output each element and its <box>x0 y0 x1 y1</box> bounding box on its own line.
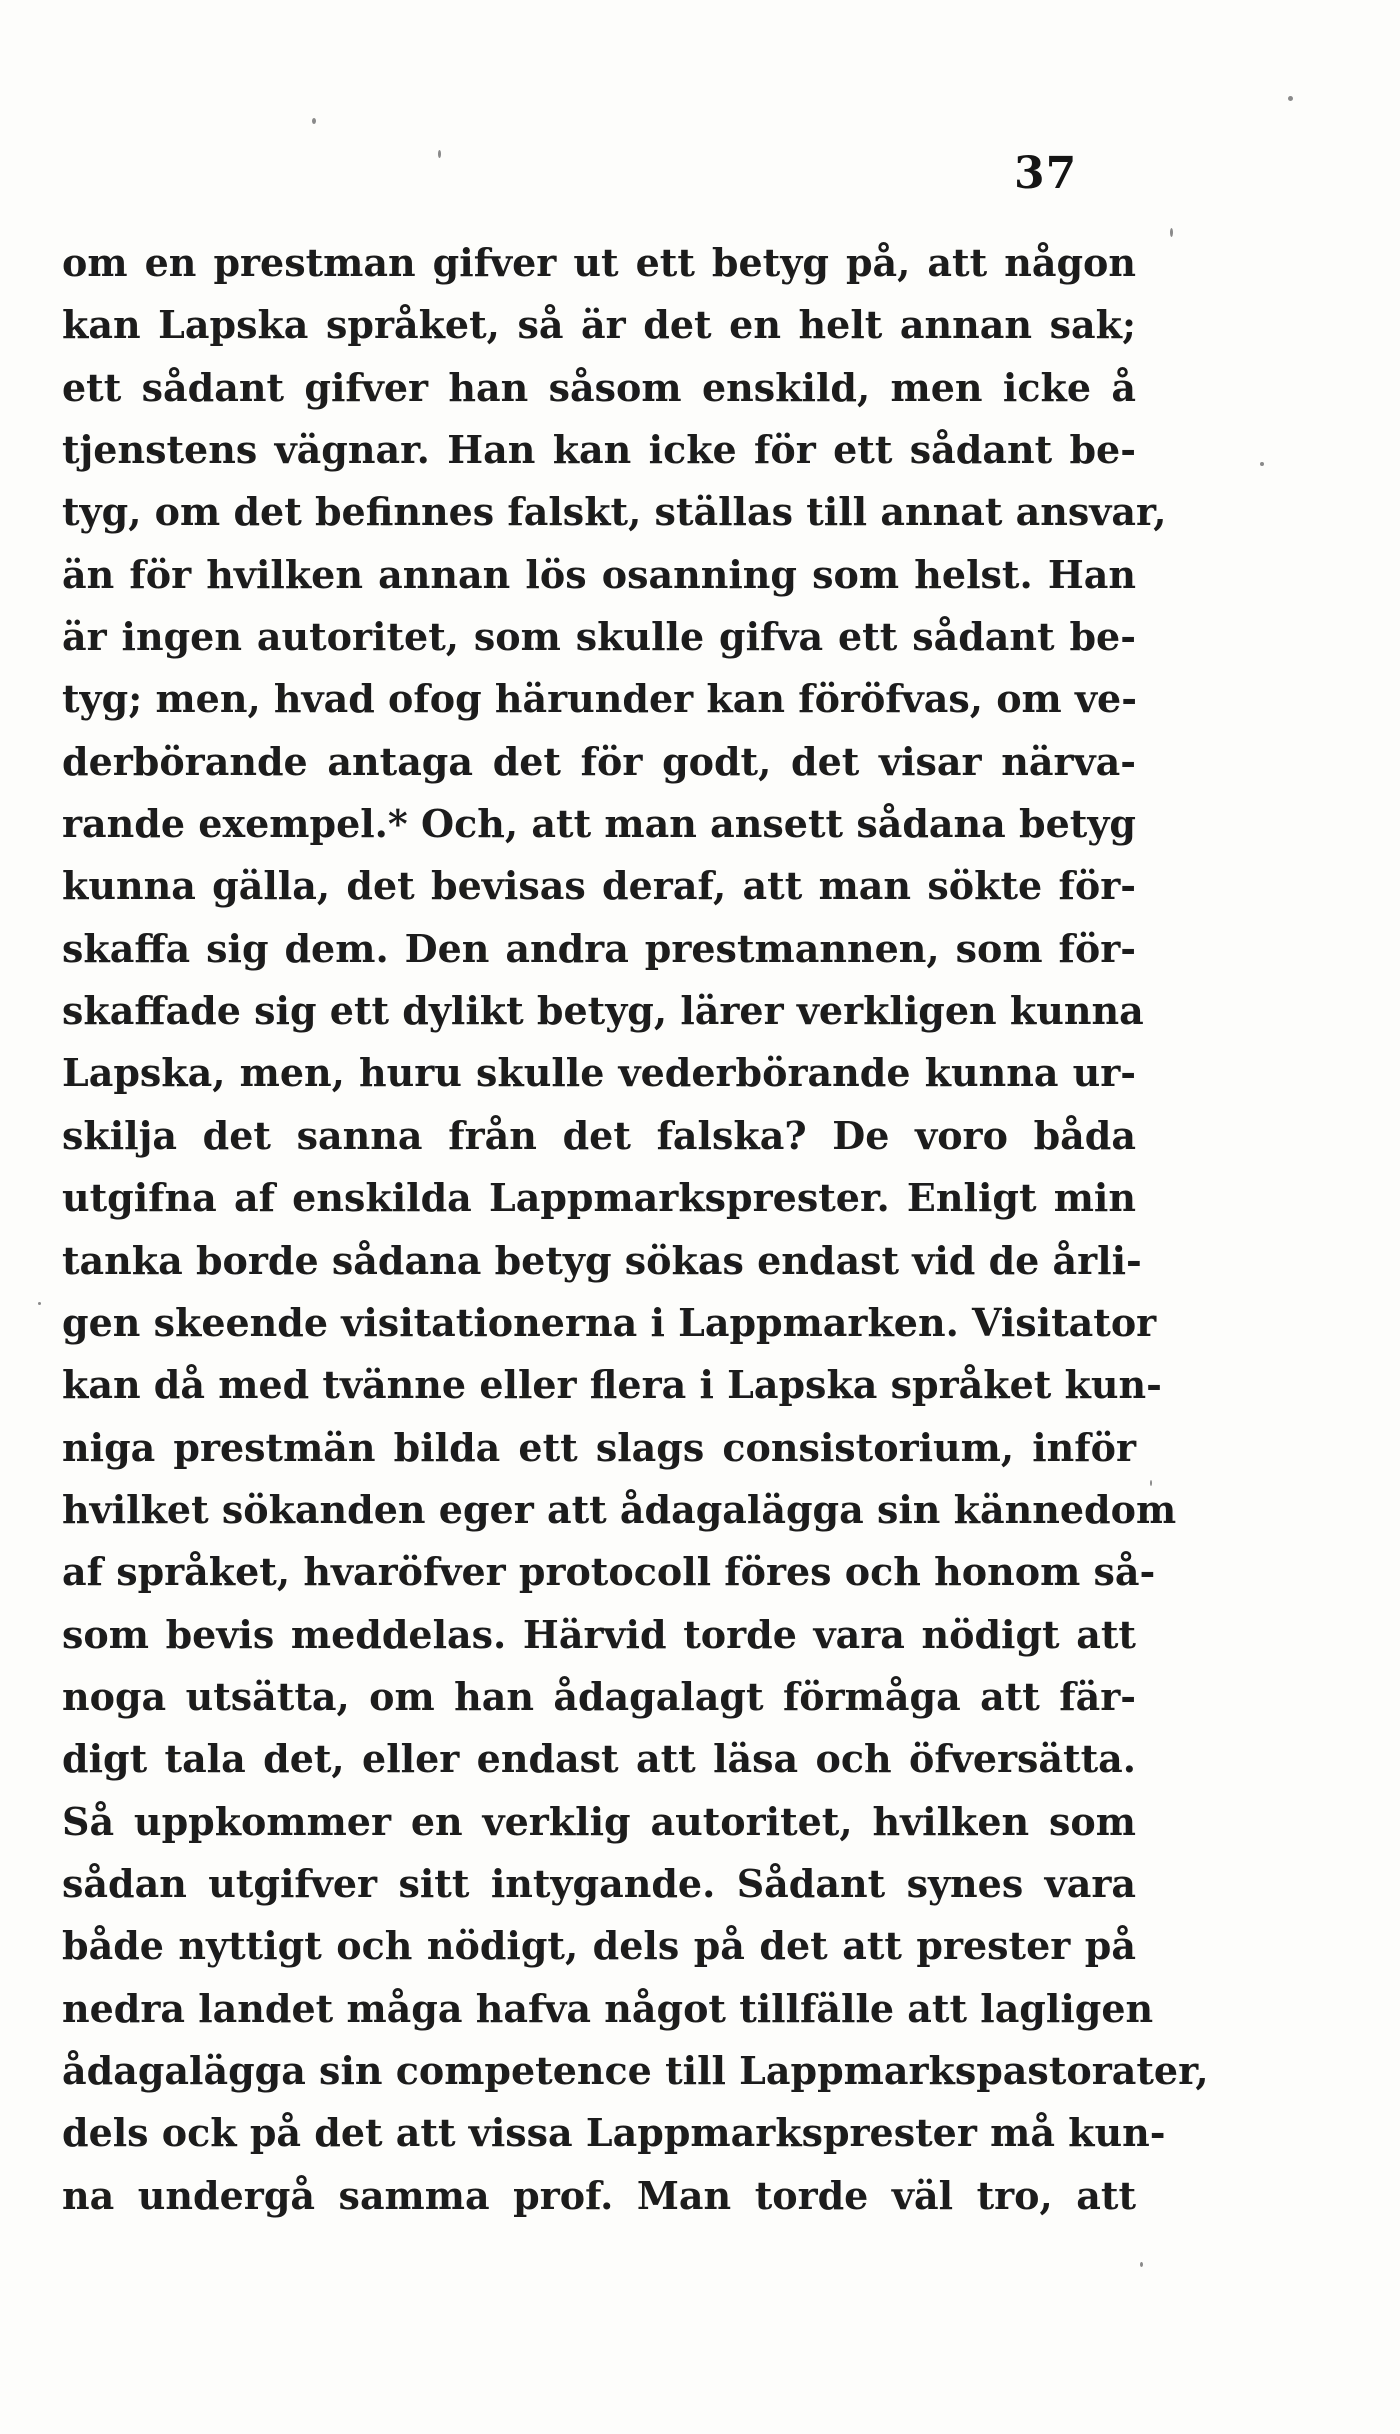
text-line: noga utsätta, om han ådagalagt förmåga att fär- <box>62 1673 1136 1719</box>
text-line: kan då med tvänne eller flera i Lapska språket kun- <box>62 1362 1162 1408</box>
text-line: tyg; men, hvad ofog härunder kan föröfvas, om ve- <box>62 676 1138 722</box>
text-line: nedra landet måga hafva något tillfälle att lagligen <box>62 1985 1154 2031</box>
text-line: Lapska, men, huru skulle vederbörande kunna ur- <box>62 1050 1136 1096</box>
page-number: 37 <box>1014 148 1078 199</box>
text-line: rande exempel.* Och, att man ansett sådana betyg <box>62 801 1136 847</box>
text-line: Så uppkommer en verklig autoritet, hvilken som <box>62 1798 1136 1844</box>
text-line: som bevis meddelas. Härvid torde vara nödigt att <box>62 1611 1136 1657</box>
scan-speck <box>1150 1480 1152 1486</box>
text-line: gen skeende visitationerna i Lappmarken. Visitator <box>62 1299 1157 1345</box>
text-line: ett sådant gifver han såsom enskild, men icke å <box>62 364 1136 410</box>
text-line: än för hvilken annan lös osanning som helst. Han <box>62 551 1136 597</box>
text-line: skaffade sig ett dylikt betyg, lärer verkligen kunna <box>62 988 1144 1034</box>
text-line: af språket, hvaröfver protocoll föres och honom så- <box>62 1549 1156 1595</box>
text-line: dels ock på det att vissa Lappmarksprester må kun- <box>62 2110 1166 2156</box>
text-line: ådagalägga sin competence till Lappmarkspastorater, <box>62 2047 1209 2093</box>
scan-speck <box>38 1302 41 1305</box>
text-line: kan Lapska språket, så är det en helt annan sak; <box>62 302 1136 348</box>
text-line: utgifna af enskilda Lappmarksprester. Enligt min <box>62 1175 1136 1221</box>
text-line: om en prestman gifver ut ett betyg på, att någon <box>62 240 1136 285</box>
scan-speck <box>1260 462 1264 466</box>
text-line: na undergå samma prof. Man torde väl tro, att <box>62 2172 1136 2218</box>
body-text <box>62 232 1209 2227</box>
scan-speck <box>438 150 441 158</box>
scan-speck <box>312 118 316 124</box>
text-line: niga prestmän bilda ett slags consistorium, inför <box>62 1424 1136 1470</box>
text-line: tanka borde sådana betyg sökas endast vid de årli- <box>62 1237 1142 1283</box>
text-line: derbörande antaga det för godt, det visar närva- <box>62 738 1136 784</box>
text-line: sådan utgifver sitt intygande. Sådant synes vara <box>62 1860 1136 1906</box>
scan-speck <box>1140 2262 1143 2267</box>
scan-speck <box>1170 228 1173 237</box>
text-line: är ingen autoritet, som skulle gifva ett sådant be- <box>62 614 1136 660</box>
text-line: både nyttigt och nödigt, dels på det att prester på <box>62 1923 1136 1969</box>
scan-speck <box>1288 96 1293 101</box>
text-line: skilja det sanna från det falska? De voro båda <box>62 1112 1136 1158</box>
text-line: digt tala det, eller endast att läsa och öfversätta. <box>62 1736 1136 1782</box>
text-line: kunna gälla, det bevisas deraf, att man sökte för- <box>62 863 1136 909</box>
text-line: hvilket sökanden eger att ådagalägga sin kännedom <box>62 1486 1177 1532</box>
text-line: tyg, om det befinnes falskt, ställas till annat ansvar, <box>62 489 1167 535</box>
text-line: skaffa sig dem. Den andra prestmannen, som för- <box>62 925 1136 971</box>
text-line: tjenstens vägnar. Han kan icke för ett sådant be- <box>62 427 1136 473</box>
